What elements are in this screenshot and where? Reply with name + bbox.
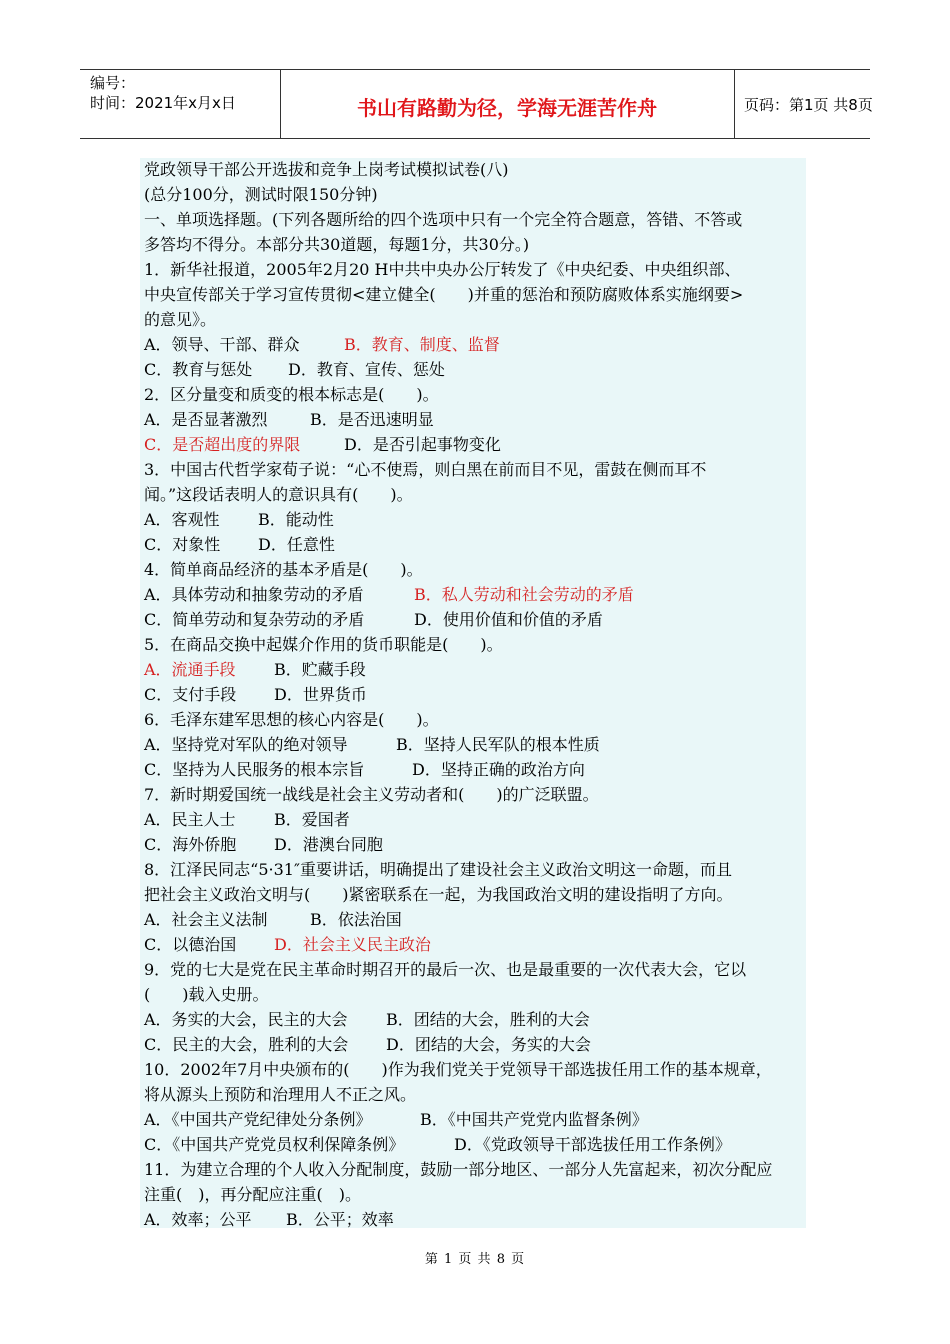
- q3-option-c: C．对象性: [144, 535, 221, 554]
- question-11-options-ab: [144, 1208, 394, 1232]
- question-6-options-cd: [144, 758, 585, 782]
- question-1-line1: 1．新华社报道，2005年2月20 H中共中央办公厅转发了《中央纪委、中央组织部、: [144, 260, 741, 279]
- q7-option-c: C．海外侨胞: [144, 835, 237, 854]
- q2-option-c-answer: C．是否超出度的界限: [144, 435, 301, 454]
- exam-content: [140, 158, 806, 1228]
- q6-option-a: A．坚持党对军队的绝对领导: [144, 735, 348, 754]
- q3-option-b: B．能动性: [258, 510, 334, 529]
- question-3-line1: 3．中国古代哲学家荀子说：“心不使焉，则白黑在前而目不见，雷鼓在侧而耳不: [144, 460, 707, 479]
- q7-option-b: B．爱国者: [274, 810, 350, 829]
- q9-option-a: A．务实的大会，民主的大会: [144, 1010, 348, 1029]
- q5-option-a-answer: A．流通手段: [144, 660, 236, 679]
- q3-option-d: D．任意性: [258, 535, 335, 554]
- q10-option-d: D．《党政领导干部选拔任用工作条例》: [454, 1135, 731, 1154]
- question-1-line3: 的意见》。: [144, 310, 217, 329]
- question-4-options-ab: [144, 583, 634, 607]
- doc-code-label: 编号：: [90, 74, 136, 92]
- q10-option-b: B．《中国共产党党内监督条例》: [420, 1110, 648, 1129]
- question-4: 4．简单商品经济的基本矛盾是( )。: [144, 560, 423, 579]
- q2-option-a: A．是否显著激烈: [144, 410, 268, 429]
- question-9-options-ab: [144, 1008, 590, 1032]
- q7-option-a: A．民主人士: [144, 810, 236, 829]
- question-5: 5．在商品交换中起媒介作用的货币职能是( )。: [144, 635, 503, 654]
- q4-option-d: D．使用价值和价值的矛盾: [414, 610, 603, 629]
- question-7-options-ab: [144, 808, 350, 832]
- question-8-options-cd: [144, 933, 431, 957]
- section-instructions-line1: 一、单项选择题。(下列各题所给的四个选项中只有一个完全符合题意，答错、不答或: [144, 210, 743, 229]
- question-1-options-cd: [144, 358, 445, 382]
- question-8-line2: 把社会主义政治文明与( )紧密联系在一起，为我国政治文明的建设指明了方向。: [144, 885, 733, 904]
- q5-option-d: D．世界货币: [274, 685, 367, 704]
- exam-subtitle: (总分100分，测试时限150分钟): [144, 185, 378, 204]
- page-header: [80, 69, 873, 139]
- header-motto: 书山有路勤为径，学海无涯苦作舟: [357, 96, 657, 120]
- section-instructions-line2: 多答均不得分。本部分共30道题，每题1分，共30分。): [144, 235, 530, 254]
- q10-option-a: A．《中国共产党纪律处分条例》: [144, 1110, 372, 1129]
- q1-option-d: D．教育、宣传、惩处: [288, 360, 445, 379]
- question-9-options-cd: [144, 1033, 591, 1057]
- question-2-options-cd: [144, 433, 501, 457]
- question-10-line1: 10．2002年7月中央颁布的( )作为我们党关于党领导干部选拔任用工作的基本规章，: [144, 1060, 772, 1079]
- question-3-options-ab: [144, 508, 334, 532]
- header-center-cell: [280, 70, 735, 138]
- question-2: 2．区分量变和质变的根本标志是( )。: [144, 385, 439, 404]
- q8-option-c: C．以德治国: [144, 935, 237, 954]
- q5-option-c: C．支付手段: [144, 685, 237, 704]
- q6-option-d: D．坚持正确的政治方向: [412, 760, 585, 779]
- question-8-line1: 8．江泽民同志“5·31″重要讲话，明确提出了建设社会主义政治文明这一命题，而且: [144, 860, 732, 879]
- question-8-options-ab: [144, 908, 402, 932]
- q7-option-d: D．港澳台同胞: [274, 835, 383, 854]
- q2-option-b: B．是否迅速明显: [310, 410, 434, 429]
- header-right-cell: [734, 70, 873, 138]
- q3-option-a: A．客观性: [144, 510, 220, 529]
- q10-option-c: C．《中国共产党党员权利保障条例》: [144, 1135, 405, 1154]
- q9-option-b: B．团结的大会，胜利的大会: [386, 1010, 590, 1029]
- question-4-options-cd: [144, 608, 603, 632]
- q4-option-c: C．简单劳动和复杂劳动的矛盾: [144, 610, 365, 629]
- question-5-options-ab: [144, 658, 366, 682]
- q5-option-b: B．贮藏手段: [274, 660, 366, 679]
- exam-title: 党政领导干部公开选拔和竞争上岗考试模拟试卷(八): [144, 160, 509, 179]
- question-9-line1: 9．党的七大是党在民主革命时期召开的最后一次、也是最重要的一次代表大会，它以: [144, 960, 747, 979]
- question-11-line1: 11．为建立合理的个人收入分配制度，鼓励一部分地区、一部分人先富起来，初次分配应: [144, 1160, 773, 1179]
- question-3-options-cd: [144, 533, 335, 557]
- q2-option-d: D．是否引起事物变化: [344, 435, 501, 454]
- q1-option-c: C．教育与惩处: [144, 360, 253, 379]
- q4-option-a: A．具体劳动和抽象劳动的矛盾: [144, 585, 364, 604]
- q4-option-b-answer: B．私人劳动和社会劳动的矛盾: [414, 585, 634, 604]
- q9-option-d: D．团结的大会，务实的大会: [386, 1035, 591, 1054]
- question-7-options-cd: [144, 833, 383, 857]
- question-3-line2: 闻。”这段话表明人的意识具有( )。: [144, 485, 413, 504]
- doc-date-label: 时间：2021年x月x日: [90, 94, 236, 112]
- q8-option-b: B．依法治国: [310, 910, 402, 929]
- q1-option-a: A．领导、干部、群众: [144, 335, 300, 354]
- question-1-options-ab: [144, 333, 500, 357]
- header-left-cell: [80, 70, 281, 138]
- question-6-options-ab: [144, 733, 600, 757]
- q8-option-a: A．社会主义法制: [144, 910, 268, 929]
- q6-option-c: C．坚持为人民服务的根本宗旨: [144, 760, 365, 779]
- question-10-options-ab: [144, 1108, 648, 1132]
- q11-option-a: A．效率；公平: [144, 1210, 252, 1229]
- question-5-options-cd: [144, 683, 367, 707]
- question-10-options-cd: [144, 1133, 731, 1157]
- question-7: 7．新时期爱国统一战线是社会主义劳动者和( )的广泛联盟。: [144, 785, 599, 804]
- q8-option-d-answer: D．社会主义民主政治: [274, 935, 431, 954]
- question-10-line2: 将从源头上预防和治理用人不正之风。: [144, 1085, 417, 1104]
- page-footer: 第 1 页 共 8 页: [424, 1252, 526, 1267]
- q6-option-b: B．坚持人民军队的根本性质: [396, 735, 600, 754]
- question-9-line2: ( )载入史册。: [144, 985, 269, 1004]
- q1-option-b-answer: B．教育、制度、监督: [344, 335, 500, 354]
- q9-option-c: C．民主的大会，胜利的大会: [144, 1035, 349, 1054]
- question-2-options-ab: [144, 408, 434, 432]
- header-page-info: 页码：第1页 共8页: [744, 96, 873, 114]
- question-11-line2: 注重( )，再分配应注重( )。: [144, 1185, 361, 1204]
- q11-option-b: B．公平；效率: [286, 1210, 394, 1229]
- question-6: 6．毛泽东建军思想的核心内容是( )。: [144, 710, 439, 729]
- question-1-line2: 中央宣传部关于学习宣传贯彻<建立健全( )并重的惩治和预防腐败体系实施纲要>: [144, 285, 744, 304]
